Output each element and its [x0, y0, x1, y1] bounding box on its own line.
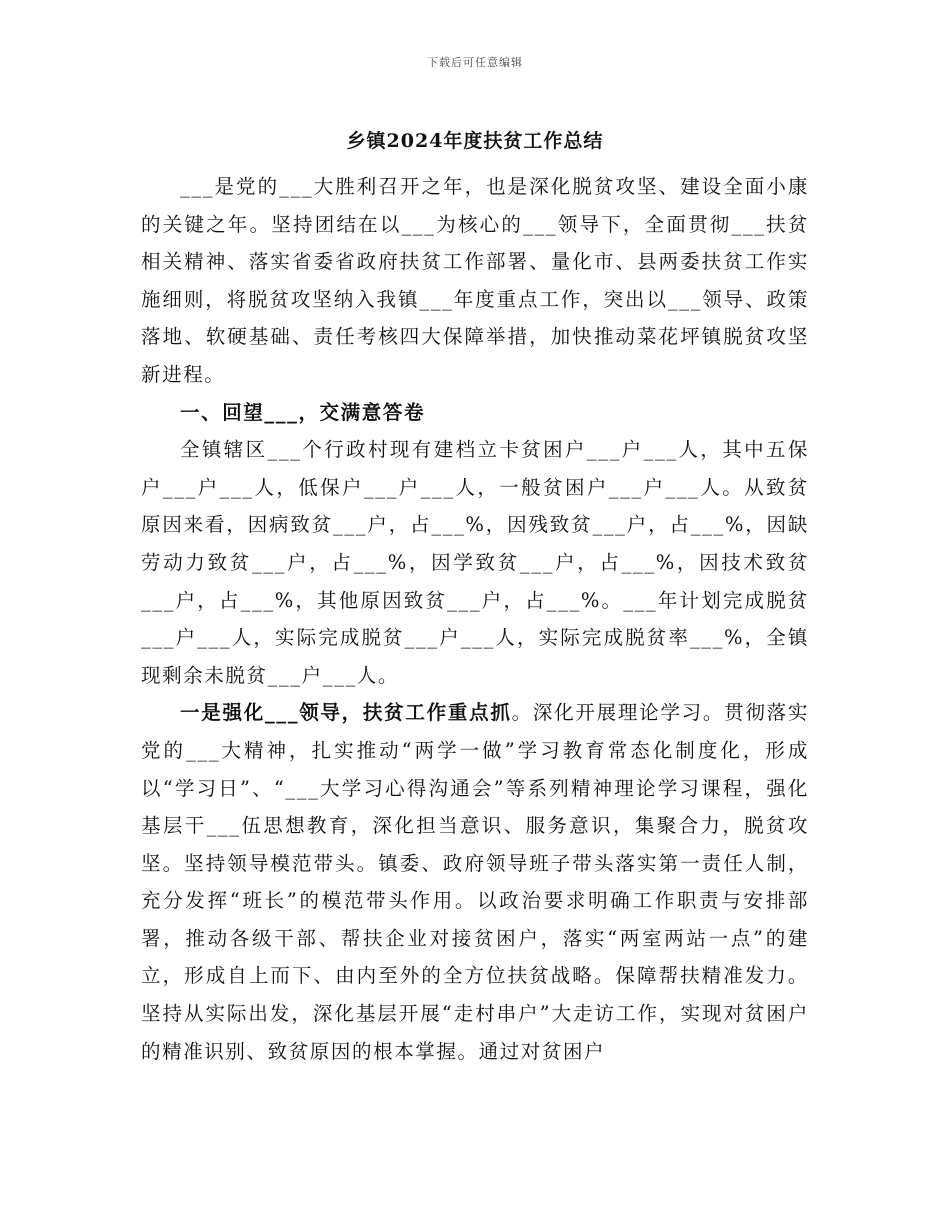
point-text: 。深化开展理论学习。贯彻落实党的___大精神，扎实推动“两学一做”学习教育常态化制度化，形成以“学习日”、“___大学习心得沟通会”等系列精神理论学习课程，强化基层干___伍思想教育，深化担当意识、服务意识，集聚合力，脱贫攻坚。坚持领导模范带头。镇委、政府领导班子带头落实第一责任人制，充分发挥“班长”的模范带头作用。以政治要求明确工作职责与安排部署，推动各级干部、帮扶企业对接贫困户，落实“两室两站一点”的建立，形成自上而下、由内至外的全方位扶贫战略。保障帮扶精准发力。坚持从实际出发，深化基层开展“走村串户”大走访工作，实现对贫困户的精准识别、致贫原因的根本掌握。通过对贫困户	[141, 701, 809, 1063]
point-lead: 一是强化___领导，扶贫工作重点抓	[180, 701, 512, 725]
document-title: 乡镇2024年度扶贫工作总结	[346, 130, 604, 152]
point-paragraph	[141, 694, 809, 1070]
page-header-note: 下载后可任意编辑	[427, 56, 523, 69]
document-body	[141, 168, 809, 1070]
intro-paragraph: ___是党的___大胜利召开之年，也是深化脱贫攻坚、建设全面小康的关键之年。坚持团结在以___为核心的___领导下，全面贯彻___扶贫相关精神、落实省委省政府扶贫工作部署、量化市、县两委扶贫工作实施细则，将脱贫攻坚纳入我镇___年度重点工作，突出以___领导、政策落地、软硬基础、责任考核四大保障举措，加快推动菜花坪镇脱贫攻坚新进程。	[141, 175, 809, 386]
section-paragraph: 全镇辖区___个行政村现有建档立卡贫困户___户___人，其中五保户___户___人，低保户___户___人，一般贫困户___户___人。从致贫原因来看，因病致贫___户，占___%，因残致贫___户，占___%，因缺劳动力致贫___户，占___%，因学致贫___户，占___%，因技术致贫___户，占___%，其他原因致贫___户，占___%。___年计划完成脱贫___户___人，实际完成脱贫___户___人，实际完成脱贫率___%，全镇现剩余未脱贫___户___人。	[141, 438, 809, 687]
section-heading: 一、回望___，交满意答卷	[180, 400, 426, 424]
